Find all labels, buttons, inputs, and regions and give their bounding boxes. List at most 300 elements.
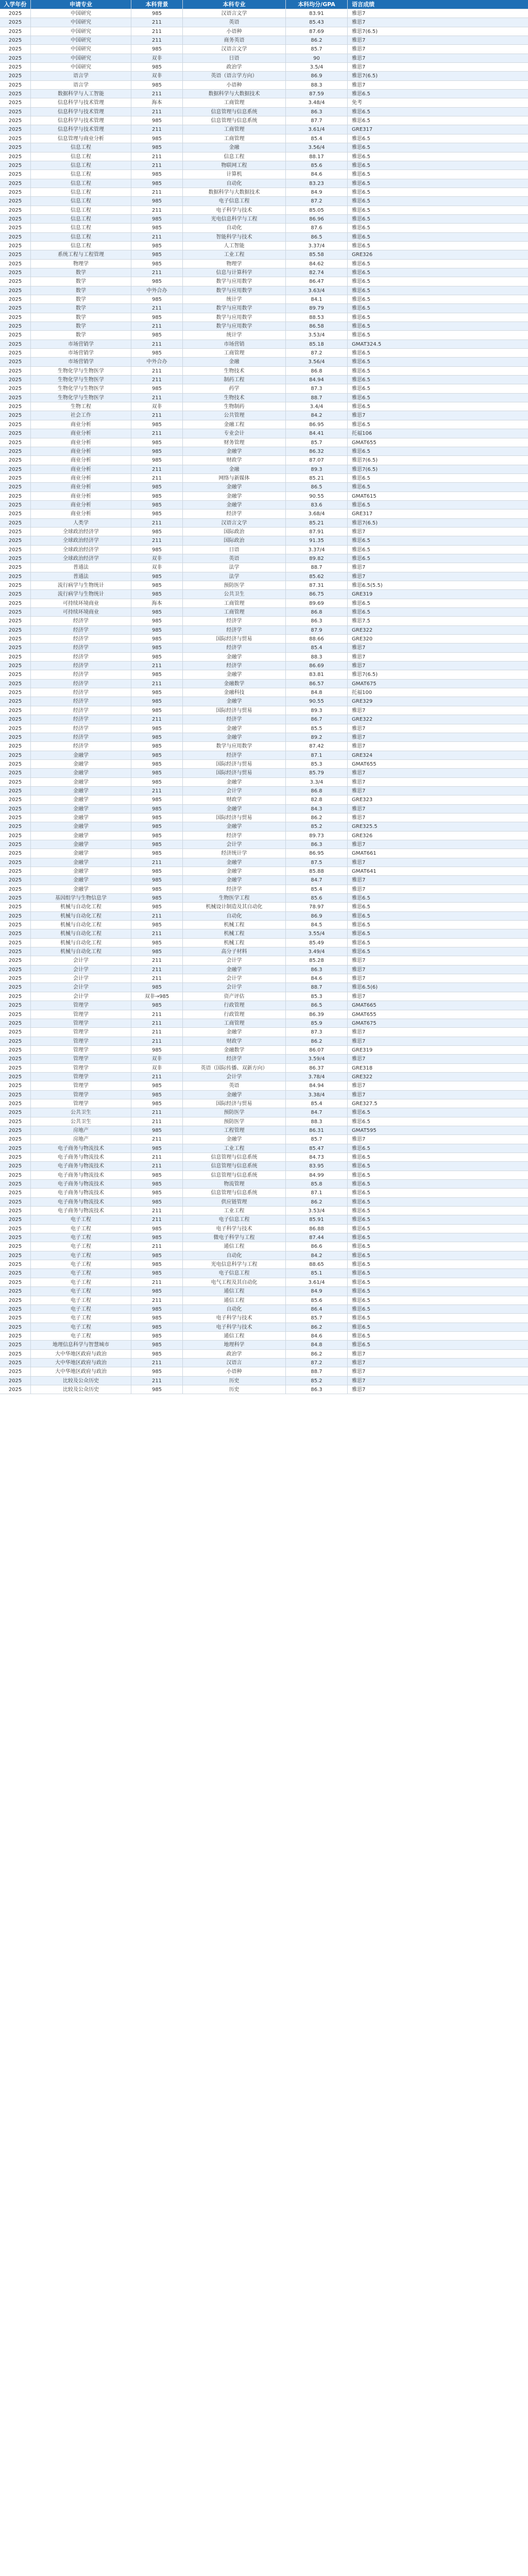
table-cell: 985 [131, 349, 183, 357]
column-header: 本科均分/GPA [286, 0, 348, 9]
table-row [0, 1099, 528, 1108]
table-cell: 全球政治经济学 [31, 546, 131, 554]
table-row [0, 1162, 528, 1171]
table-cell: 汉语言文学 [183, 9, 286, 18]
table-cell: GMAT615 [352, 493, 377, 499]
table-cell: 行政管理 [183, 1010, 286, 1019]
table-cell: 中国研究 [31, 36, 131, 44]
table-cell: 经济学 [31, 706, 131, 715]
table-cell: 管理学 [31, 1019, 131, 1027]
table-cell: 2025 [0, 867, 31, 875]
table-cell: 985 [131, 1081, 183, 1090]
table-cell: 2025 [0, 581, 31, 589]
table-row [0, 867, 528, 876]
table-cell: 2025 [0, 795, 31, 804]
table-cell: 985 [131, 250, 183, 259]
table-row [0, 304, 528, 313]
table-cell: 汉语言文学 [183, 519, 286, 527]
table-cell: 2025 [0, 1350, 31, 1358]
table-cell: 金融学 [31, 840, 131, 849]
table-cell: 雅思6.5(6) [352, 985, 378, 991]
table-row [0, 260, 528, 268]
table-cell: 雅思6.5 [352, 502, 370, 508]
table-cell: 86.58 [286, 322, 348, 330]
table-cell: 财务管理 [183, 438, 286, 447]
table-cell: GRE320 [352, 636, 373, 642]
table-cell: 985 [131, 81, 183, 89]
table-cell: 83.91 [286, 9, 348, 18]
table-cell: 985 [131, 876, 183, 884]
table-cell: 信息工程 [31, 215, 131, 223]
table-row [0, 1126, 528, 1135]
table-row [0, 501, 528, 510]
column-header: 申请专业 [31, 0, 131, 9]
table-cell: 86.2 [286, 1037, 348, 1045]
table-cell: 2025 [0, 1278, 31, 1286]
table-cell: 211 [131, 340, 183, 348]
table-cell: 985 [131, 224, 183, 232]
table-cell: 2025 [0, 912, 31, 920]
table-cell: 公共卫生 [31, 1108, 131, 1116]
table-cell: 信息工程 [183, 152, 286, 161]
table-cell: 2025 [0, 277, 31, 285]
table-cell: 985 [131, 384, 183, 393]
table-cell: 84.7 [286, 1108, 348, 1116]
table-cell: 211 [131, 1207, 183, 1215]
table-cell: 211 [131, 268, 183, 277]
table-cell: 85.6 [286, 161, 348, 170]
table-cell: 流行病学与生物统计 [31, 581, 131, 589]
table-row [0, 965, 528, 974]
table-cell: 211 [131, 912, 183, 920]
table-cell: 87.31 [286, 581, 348, 589]
table-cell: 2025 [0, 805, 31, 813]
table-cell: 管理学 [31, 1028, 131, 1036]
table-cell: 2025 [0, 903, 31, 911]
table-row [0, 108, 528, 116]
table-cell: 金融学 [31, 858, 131, 867]
table-cell: 财政学 [183, 795, 286, 804]
table-cell: 88.3 [286, 1117, 348, 1126]
table-cell: 信息科学与技术管理 [31, 98, 131, 107]
table-cell: 2025 [0, 1028, 31, 1036]
table-cell: 雅思7 [352, 788, 366, 794]
table-cell: GRE327.5 [352, 1100, 378, 1107]
table-cell: 2025 [0, 1108, 31, 1116]
table-cell: 2025 [0, 1314, 31, 1322]
table-cell: 雅思7 [352, 11, 366, 16]
table-cell: 2025 [0, 152, 31, 161]
table-cell: 88.7 [286, 1367, 348, 1376]
table-cell: 金融学 [31, 769, 131, 777]
table-cell: 雅思6.5 [352, 404, 370, 410]
table-row [0, 1073, 528, 1081]
table-cell: 87.1 [286, 751, 348, 759]
table-cell: 2025 [0, 778, 31, 786]
table-cell: 中国研究 [31, 9, 131, 18]
table-cell: 2025 [0, 72, 31, 80]
table-row [0, 1207, 528, 1215]
table-cell: 金融学 [183, 867, 286, 875]
table-cell: 84.94 [286, 1081, 348, 1090]
table-cell: 85.2 [286, 1377, 348, 1385]
table-cell: 83.81 [286, 670, 348, 679]
table-cell: 工商管理 [183, 134, 286, 143]
table-cell: 雅思7 [352, 1360, 366, 1366]
table-cell: 87.7 [286, 116, 348, 125]
table-cell: 85.7 [286, 438, 348, 447]
table-cell: 数学 [31, 313, 131, 321]
table-cell: 85.3 [286, 760, 348, 768]
table-cell: 汉语言 [183, 1359, 286, 1367]
table-cell: 2025 [0, 108, 31, 116]
table-cell: 信息科学与技术管理 [31, 116, 131, 125]
table-cell: 公共卫生 [31, 1117, 131, 1126]
table-cell: 985 [131, 921, 183, 929]
table-row [0, 546, 528, 554]
table-cell: 86.8 [286, 787, 348, 795]
table-cell: 电子工程 [31, 1269, 131, 1277]
table-cell: 统计学 [183, 295, 286, 303]
table-row [0, 680, 528, 688]
table-cell: 雅思6.5 [352, 1342, 370, 1348]
table-row [0, 277, 528, 286]
table-cell: 86.57 [286, 680, 348, 688]
table-cell: 85.7 [286, 1314, 348, 1322]
table-cell: 2025 [0, 116, 31, 125]
table-cell: 金融学 [183, 822, 286, 831]
table-cell: 光电信息科学与工程 [183, 215, 286, 223]
table-row [0, 1189, 528, 1197]
table-cell: 雅思6.5 [352, 297, 370, 302]
table-cell: 2025 [0, 1001, 31, 1009]
table-cell: 84.94 [286, 376, 348, 384]
table-cell: 2025 [0, 402, 31, 411]
table-cell: 2025 [0, 822, 31, 831]
table-cell: 2025 [0, 349, 31, 357]
table-cell: 211 [131, 1108, 183, 1116]
table-cell: 工业工程 [183, 1207, 286, 1215]
table-cell: 可持续环境商业 [31, 599, 131, 607]
table-cell: 商务英语 [183, 36, 286, 44]
table-cell: 小语种 [183, 81, 286, 89]
table-cell: 84.41 [286, 429, 348, 437]
table-row [0, 876, 528, 885]
table-cell: 211 [131, 1037, 183, 1045]
table-cell: 雅思6.5 [352, 484, 370, 490]
table-cell: 国际政治 [183, 536, 286, 545]
table-cell: 电气工程及其自动化 [183, 1278, 286, 1286]
table-cell: 金融学 [183, 697, 286, 705]
table-row [0, 18, 528, 27]
table-cell: 电子商务与物流技术 [31, 1162, 131, 1170]
table-cell: 85.62 [286, 572, 348, 581]
table-cell: 84.9 [286, 1287, 348, 1295]
table-cell: 2025 [0, 1341, 31, 1349]
table-cell: 数据科学与大数据技术 [183, 90, 286, 98]
table-cell: 2025 [0, 653, 31, 661]
table-cell: 3.4/4 [286, 402, 348, 411]
table-cell: 雅思6.5 [352, 1145, 370, 1151]
table-cell: 2025 [0, 161, 31, 170]
table-row [0, 832, 528, 840]
table-cell: 海本 [131, 599, 183, 607]
table-cell: 3.68/4 [286, 510, 348, 518]
table-cell: 信息管理与商业分析 [31, 134, 131, 143]
table-cell: 管理学 [31, 1001, 131, 1009]
table-cell: 雅思6.5 [352, 162, 370, 168]
table-cell: 工商管理 [183, 349, 286, 357]
table-cell: 雅思7 [352, 806, 366, 812]
table-cell: 经济学 [183, 1055, 286, 1063]
table-cell: 985 [131, 420, 183, 429]
table-cell: 2025 [0, 18, 31, 26]
table-row [0, 1359, 528, 1367]
table-cell: 雅思6.5 [352, 1252, 370, 1259]
table-cell: 85.6 [286, 1296, 348, 1304]
table-cell: 网络与新媒体 [183, 474, 286, 482]
table-cell: 国际政治 [183, 528, 286, 536]
table-cell: 211 [131, 1242, 183, 1250]
table-cell: 经济学 [31, 733, 131, 741]
table-cell: 211 [131, 233, 183, 241]
table-row [0, 411, 528, 420]
table-row [0, 1046, 528, 1055]
table-cell: 985 [131, 1251, 183, 1260]
table-cell: 自动化 [183, 1305, 286, 1313]
table-row [0, 697, 528, 706]
table-cell: 2025 [0, 1323, 31, 1331]
table-cell: 985 [131, 1323, 183, 1331]
table-cell: 985 [131, 1305, 183, 1313]
table-cell: 机械与自动化工程 [31, 912, 131, 920]
table-cell: 2025 [0, 1153, 31, 1161]
table-cell: 87.3 [286, 1028, 348, 1036]
table-cell: 雅思6.5 [352, 913, 370, 919]
table-cell: 通信工程 [183, 1287, 286, 1295]
table-cell: 雅思6.5 [352, 118, 370, 124]
table-cell: 商业分析 [31, 447, 131, 455]
table-cell: GMAT675 [352, 1020, 377, 1026]
table-cell: 流行病学与生物统计 [31, 590, 131, 598]
table-cell: 雅思6.5 [352, 1190, 370, 1196]
table-row [0, 840, 528, 849]
table-cell: 3.59/4 [286, 1055, 348, 1063]
table-row [0, 438, 528, 447]
table-cell: 2025 [0, 1332, 31, 1340]
table-cell: 211 [131, 18, 183, 26]
table-cell: 211 [131, 662, 183, 670]
table-cell: 85.7 [286, 1135, 348, 1143]
table-cell: 2025 [0, 268, 31, 277]
table-row [0, 885, 528, 894]
table-row [0, 1028, 528, 1037]
table-cell: 87.59 [286, 90, 348, 98]
table-row [0, 465, 528, 474]
table-cell: 85.2 [286, 822, 348, 831]
table-cell: 90 [286, 54, 348, 62]
table-cell: 数学 [31, 268, 131, 277]
table-cell: 经济学 [31, 662, 131, 670]
table-cell: 84.6 [286, 170, 348, 178]
table-cell: GMAT661 [352, 851, 377, 857]
table-cell: 83.6 [286, 501, 348, 509]
table-cell: 3.53/4 [286, 1207, 348, 1215]
table-cell: 87.69 [286, 27, 348, 36]
table-cell: 经济学 [31, 688, 131, 697]
table-row [0, 662, 528, 670]
table-cell: 公共管理 [183, 411, 286, 419]
table-cell: 985 [131, 1126, 183, 1134]
table-cell: 2025 [0, 1037, 31, 1045]
table-cell: 普通法 [31, 572, 131, 581]
table-cell: 电子商务与物流技术 [31, 1153, 131, 1161]
table-cell: 英语 [183, 554, 286, 563]
table-cell: 2025 [0, 224, 31, 232]
table-cell: 89.73 [286, 832, 348, 840]
table-cell: 机械与自动化工程 [31, 947, 131, 956]
table-cell: 2025 [0, 295, 31, 303]
table-cell: 211 [131, 1377, 183, 1385]
table-cell: 89.2 [286, 733, 348, 741]
table-cell: 自动化 [183, 224, 286, 232]
column-header: 入学年份 [0, 0, 31, 9]
table-cell: 双非 [131, 54, 183, 62]
table-cell: 211 [131, 536, 183, 545]
table-cell: 会计学 [31, 974, 131, 982]
table-cell: 普通法 [31, 563, 131, 571]
table-cell: 经济学 [31, 670, 131, 679]
table-row [0, 474, 528, 483]
table-cell: 数学与应用数学 [183, 277, 286, 285]
table-cell: 财政学 [183, 456, 286, 464]
table-cell: 电子商务与物流技术 [31, 1207, 131, 1215]
table-cell: 985 [131, 751, 183, 759]
table-cell: 计算机 [183, 170, 286, 178]
table-cell: 89.69 [286, 599, 348, 607]
table-cell: 85.21 [286, 474, 348, 482]
table-row [0, 1117, 528, 1126]
table-cell: 金融学 [31, 849, 131, 857]
table-cell: 985 [131, 635, 183, 643]
table-cell: 2025 [0, 9, 31, 18]
table-row [0, 670, 528, 679]
table-cell: 2025 [0, 814, 31, 822]
table-cell: 211 [131, 1215, 183, 1224]
table-cell: 83.23 [286, 179, 348, 188]
table-cell: 86.6 [286, 1242, 348, 1250]
table-cell: 中外合办 [131, 358, 183, 366]
table-cell: 雅思7 [352, 82, 366, 88]
table-cell: 国际经济与贸易 [183, 1099, 286, 1108]
table-cell: 2025 [0, 1367, 31, 1376]
table-cell: 985 [131, 1180, 183, 1188]
table-cell: 数据科学与人工智能 [31, 90, 131, 98]
table-cell: 85.9 [286, 1019, 348, 1027]
table-cell: 数学与应用数学 [183, 286, 286, 295]
table-cell: 自动化 [183, 179, 286, 188]
table-cell: 86.5 [286, 483, 348, 491]
table-row [0, 384, 528, 393]
table-cell: 雅思7 [352, 770, 366, 776]
table-cell: 托福100 [352, 690, 372, 696]
table-cell: 211 [131, 1073, 183, 1081]
table-cell: 雅思7 [352, 707, 366, 714]
table-cell: 电子信息工程 [183, 1269, 286, 1277]
table-cell: 比较及公众历史 [31, 1385, 131, 1394]
table-cell: 电子工程 [31, 1323, 131, 1331]
table-cell: 985 [131, 447, 183, 455]
table-cell: 211 [131, 1028, 183, 1036]
table-cell: 雅思7 [352, 859, 366, 866]
table-cell: 生物化学与生物医学 [31, 367, 131, 375]
table-cell: 985 [131, 840, 183, 849]
table-cell: 政治学 [183, 1350, 286, 1358]
table-row [0, 688, 528, 697]
table-cell: 地理信息科学与智慧城市 [31, 1341, 131, 1349]
table-cell: 信息管理与信息系统 [183, 1171, 286, 1179]
table-cell: 84.8 [286, 1341, 348, 1349]
table-cell: 雅思6.5 [352, 1217, 370, 1223]
table-cell: 雅思6.5 [352, 1155, 370, 1160]
column-header: 本科背景 [131, 0, 183, 9]
table-cell: 会计学 [31, 983, 131, 991]
table-cell: 金融学 [31, 885, 131, 893]
table-cell: 88.65 [286, 1260, 348, 1268]
table-cell: 金融 [183, 465, 286, 473]
table-cell: 雅思7 [352, 1351, 366, 1357]
table-cell: 2025 [0, 501, 31, 509]
table-cell: 985 [131, 724, 183, 733]
table-row [0, 322, 528, 331]
table-row [0, 1350, 528, 1359]
table-cell: 84.7 [286, 876, 348, 884]
table-cell: 3.56/4 [286, 143, 348, 151]
table-row [0, 1269, 528, 1278]
table-cell: 84.73 [286, 1153, 348, 1161]
table-cell: GRE319 [352, 591, 373, 598]
table-cell: 雅思6.5 [352, 600, 370, 606]
table-cell: 2025 [0, 715, 31, 723]
table-row [0, 1001, 528, 1010]
table-cell: 金融学 [183, 778, 286, 786]
table-cell: 电子工程 [31, 1314, 131, 1322]
table-cell: 86.9 [286, 912, 348, 920]
table-cell: 金融学 [183, 1028, 286, 1036]
table-cell: 985 [131, 1189, 183, 1197]
table-cell: 2025 [0, 670, 31, 679]
table-cell: 电子商务与物流技术 [31, 1198, 131, 1206]
table-cell: 雅思6.5 [352, 448, 370, 454]
table-cell: 211 [131, 465, 183, 473]
table-cell: 2025 [0, 688, 31, 697]
table-cell: 985 [131, 1269, 183, 1277]
table-row [0, 563, 528, 572]
table-cell: 85.18 [286, 340, 348, 348]
table-cell: 海本 [131, 98, 183, 107]
table-cell: 金融学 [183, 858, 286, 867]
table-cell: 83.95 [286, 1162, 348, 1170]
table-cell: 2025 [0, 465, 31, 473]
table-cell: 86.95 [286, 420, 348, 429]
table-cell: 85.47 [286, 1144, 348, 1153]
table-cell: 2025 [0, 706, 31, 715]
table-cell: 雅思6.5 [352, 1262, 370, 1268]
table-cell: 985 [131, 492, 183, 500]
table-cell: 2025 [0, 492, 31, 500]
table-cell: 2025 [0, 572, 31, 581]
table-cell: 985 [131, 9, 183, 18]
